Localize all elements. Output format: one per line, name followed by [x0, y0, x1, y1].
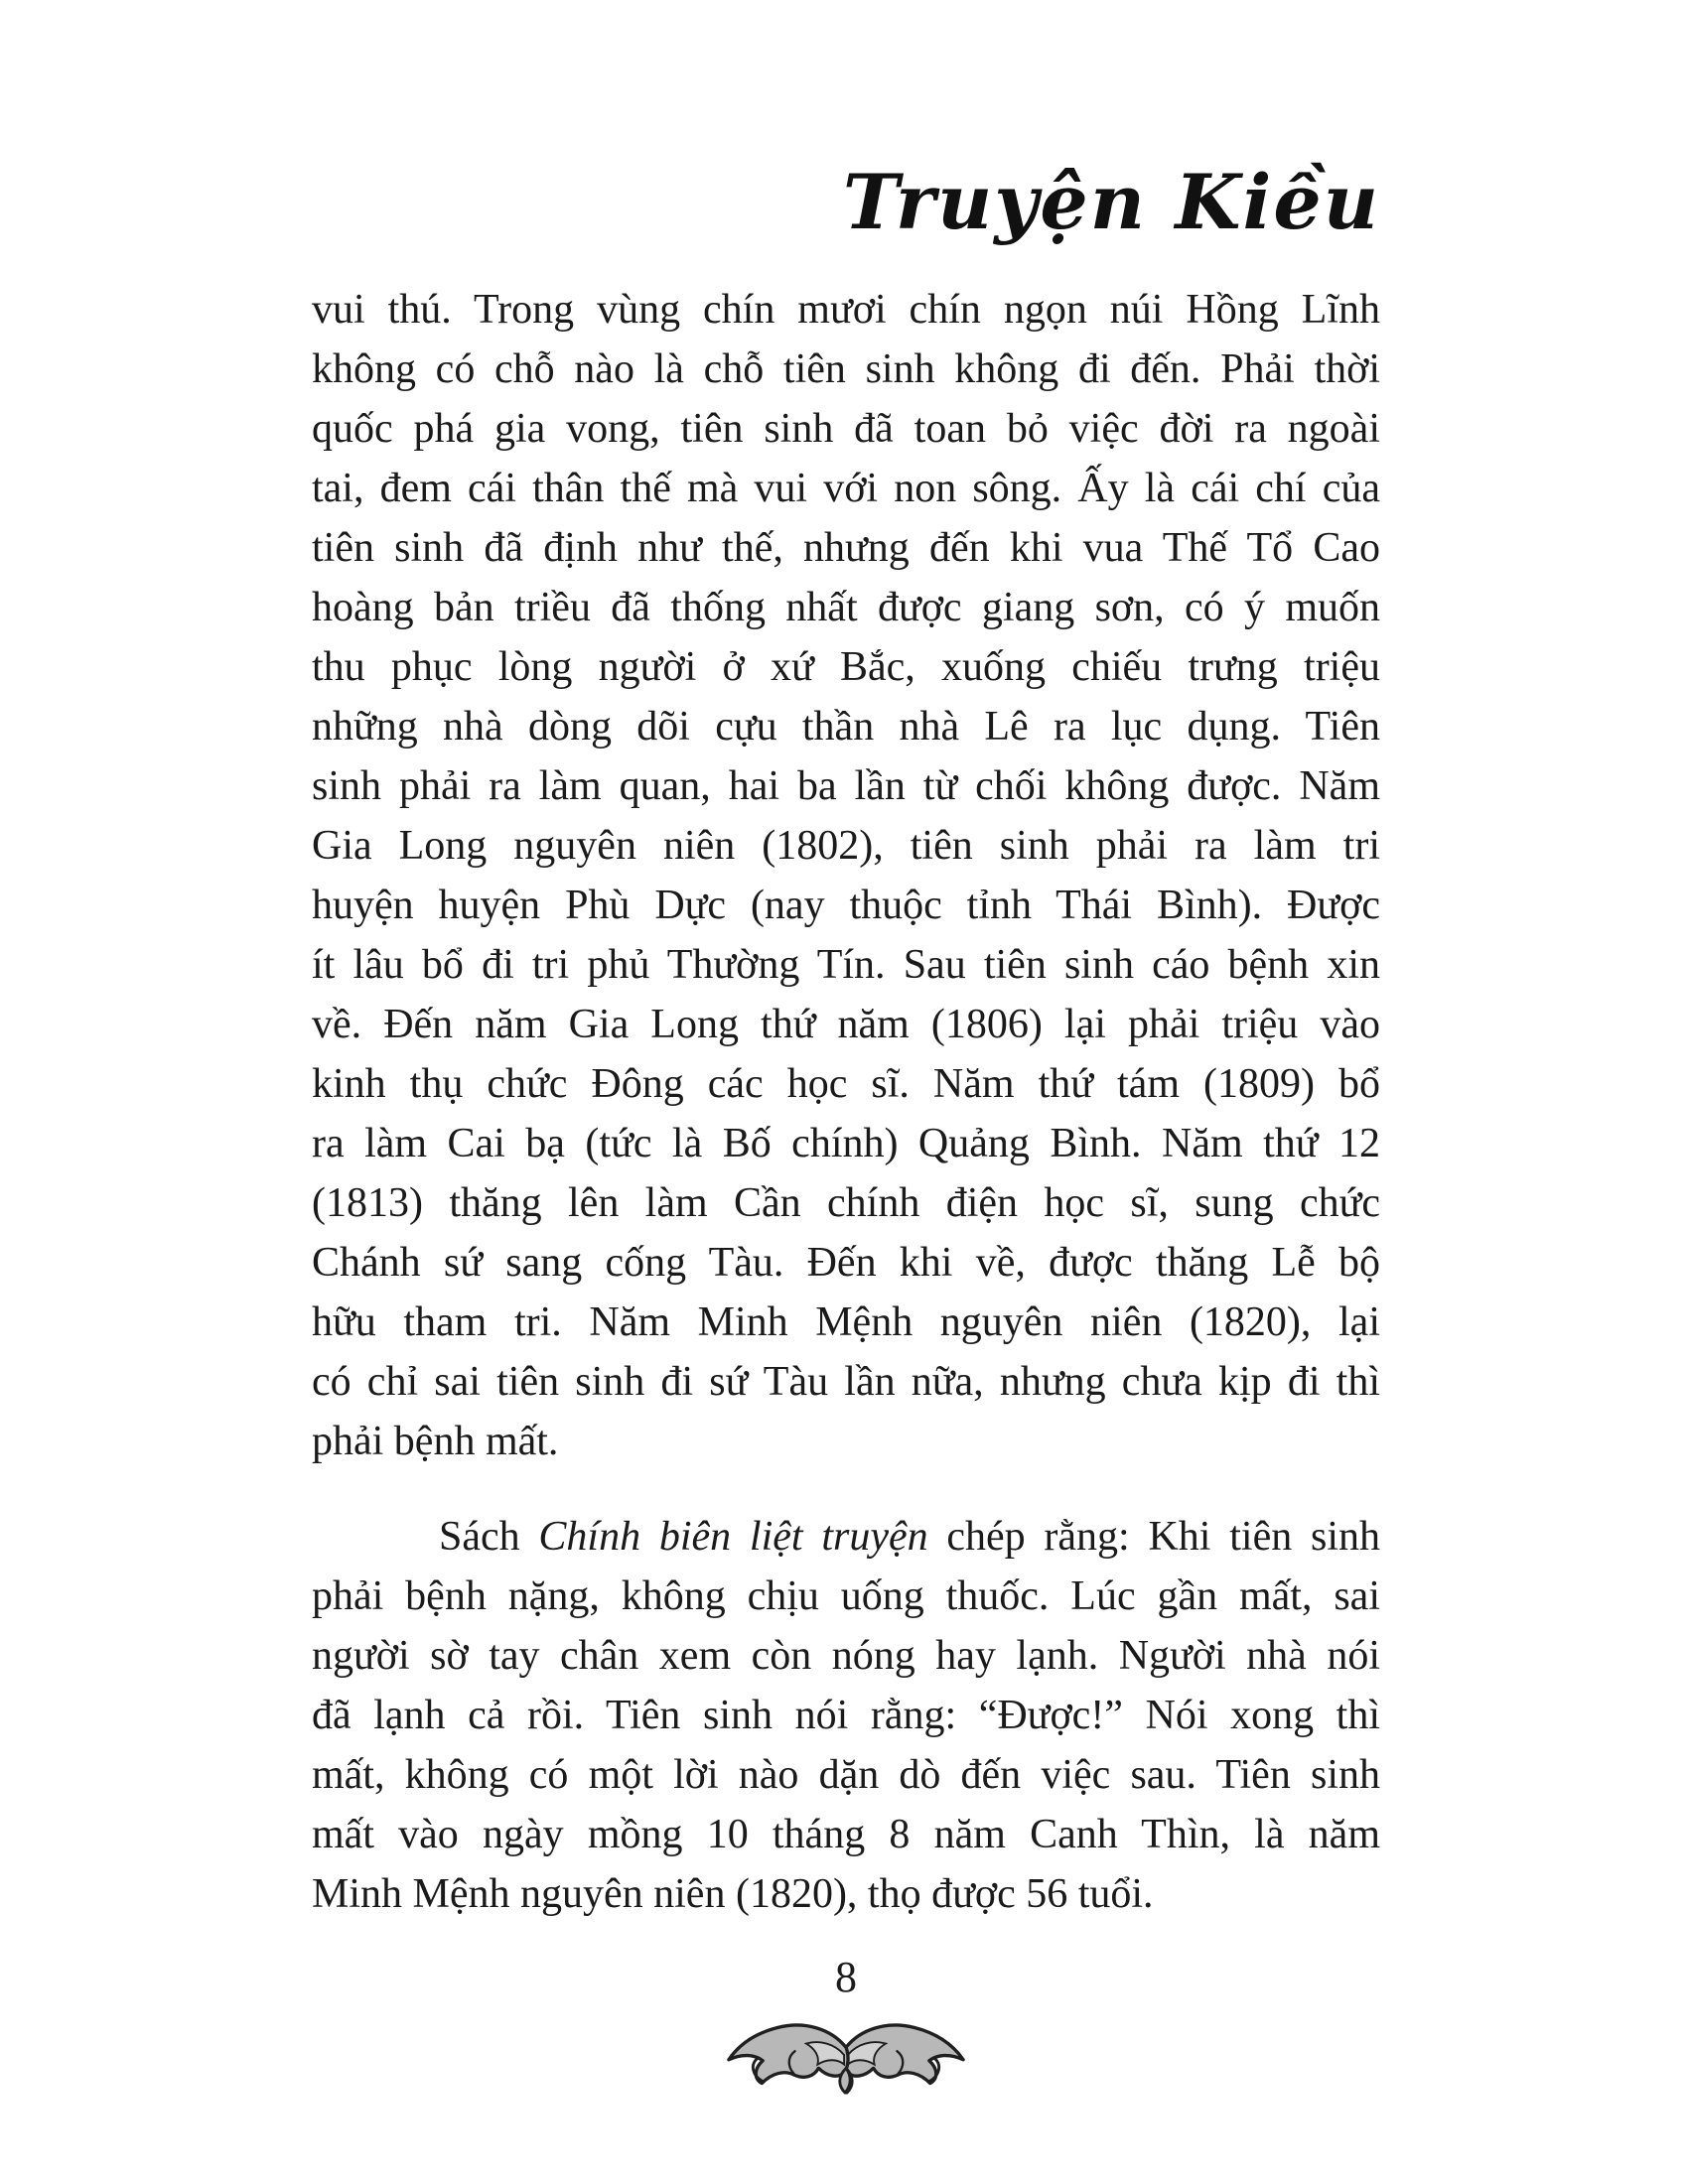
text-segment: Sách	[439, 1514, 539, 1560]
text-line: người sờ tay chân xem còn nóng hay lạnh. Người nhà nói	[312, 1633, 1380, 1679]
text-line: huyện huyện Phù Dực (nay thuộc tỉnh Thái Bình). Được	[312, 883, 1380, 928]
text-line: mất vào ngày mồng 10 tháng 8 năm Canh Thìn, là năm	[312, 1812, 1380, 1857]
text-line: Gia Long nguyên niên (1802), tiên sinh phải ra làm tri	[312, 823, 1380, 869]
text-line: hoàng bản triều đã thống nhất được giang sơn, có ý muốn	[312, 585, 1380, 630]
text-line: ít lâu bổ đi tri phủ Thường Tín. Sau tiên sinh cáo bệnh xin	[312, 942, 1380, 988]
text-line: phải bệnh nặng, không chịu uống thuốc. Lúc gần mất, sai	[312, 1573, 1380, 1619]
text-line: tai, đem cái thân thế mà vui với non sông. Ấy là cái chí của	[312, 466, 1380, 511]
text-line: hữu tham tri. Năm Minh Mệnh nguyên niên (1820), lại	[312, 1299, 1380, 1345]
text-segment: chép rằng: Khi tiên sinh	[927, 1514, 1380, 1560]
acanthus-flourish-icon	[697, 2015, 995, 2095]
text-line: phải bệnh mất.	[312, 1419, 559, 1464]
text-line: những nhà dòng dõi cựu thần nhà Lê ra lục dụng. Tiên	[312, 704, 1380, 750]
text-line: Minh Mệnh nguyên niên (1820), thọ được 56 tuổi.	[312, 1871, 1154, 1917]
page-number: 8	[835, 1953, 857, 2001]
text-line: quốc phá gia vong, tiên sinh đã toan bỏ việc đời ra ngoài	[312, 406, 1380, 452]
text-line: vui thú. Trong vùng chín mươi chín ngọn núi Hồng Lĩnh	[312, 287, 1380, 333]
text-line: tiên sinh đã định như thế, nhưng đến khi vua Thế Tổ Cao	[312, 525, 1380, 571]
text-line: Chánh sứ sang cống Tàu. Đến khi về, được thăng Lễ bộ	[312, 1240, 1380, 1286]
paragraph-1	[312, 280, 1380, 1471]
page-title: Truyện Kiều	[842, 158, 1380, 246]
text-line: có chỉ sai tiên sinh đi sứ Tàu lần nữa, nhưng chưa kịp đi thì	[312, 1359, 1380, 1405]
text-line: mất, không có một lời nào dặn dò đến việc sau. Tiên sinh	[312, 1752, 1380, 1798]
text-line	[312, 1507, 1380, 1567]
running-header	[312, 147, 1380, 258]
paragraph-2	[312, 1507, 1380, 1924]
floral-ornament	[312, 2015, 1380, 2095]
text-line: về. Đến năm Gia Long thứ năm (1806) lại phải triệu vào	[312, 1002, 1380, 1047]
book-title-italic: Chính biên liệt truyện	[538, 1514, 928, 1560]
page-footer	[312, 1952, 1380, 2095]
text-line: (1813) thăng lên làm Cần chính điện học sĩ, sung chức	[312, 1180, 1380, 1226]
text-line: đã lạnh cả rồi. Tiên sinh nói rằng: “Được!” Nói xong thì	[312, 1693, 1380, 1738]
text-column	[312, 147, 1380, 2095]
text-line: sinh phải ra làm quan, hai ba lần từ chối không được. Năm	[312, 763, 1380, 809]
text-line: ra làm Cai bạ (tức là Bố chính) Quảng Bình. Năm thứ 12	[312, 1121, 1380, 1166]
text-line: thu phục lòng người ở xứ Bắc, xuống chiếu trưng triệu	[312, 644, 1380, 690]
body-text	[312, 280, 1380, 1924]
text-line: không có chỗ nào là chỗ tiên sinh không đi đến. Phải thời	[312, 346, 1380, 392]
text-line: kinh thụ chức Đông các học sĩ. Năm thứ tám (1809) bổ	[312, 1061, 1380, 1107]
